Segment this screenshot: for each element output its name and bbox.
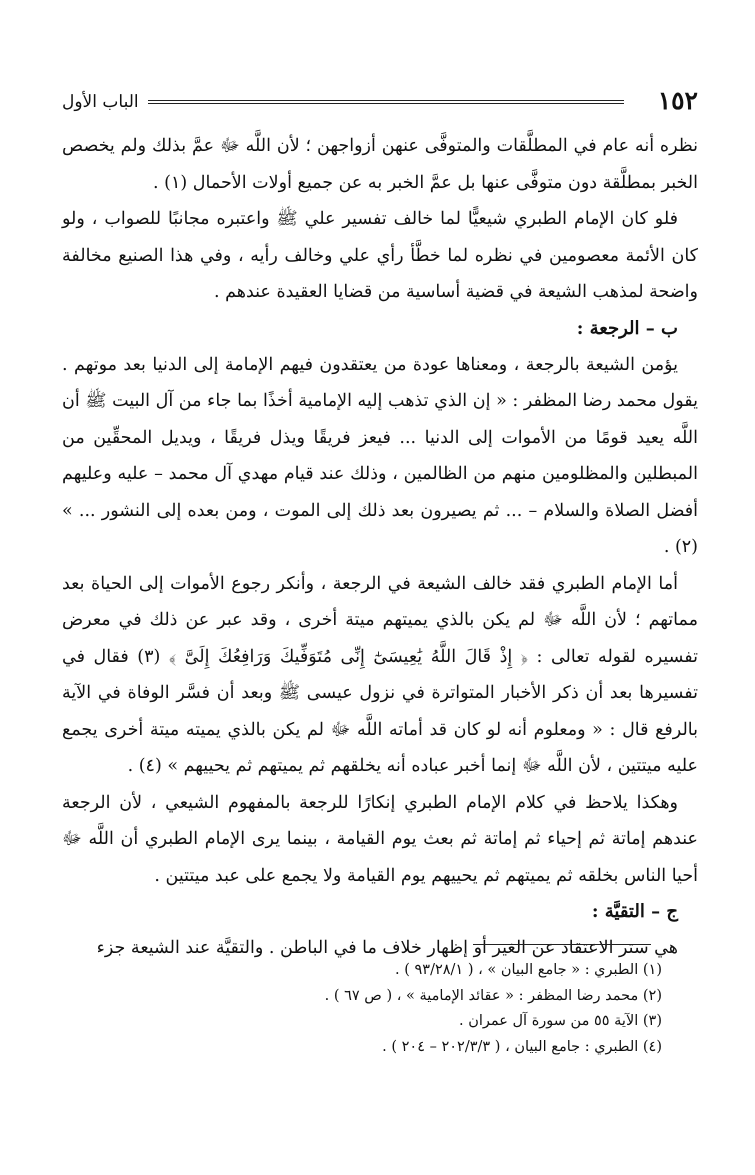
footnote-2: (٢) محمد رضا المظفر : « عقائد الإمامية » ، ( ص ٦٧ ) .	[324, 987, 662, 1004]
footnote-separator	[473, 944, 651, 945]
paragraph-raja-definition: يؤمن الشيعة بالرجعة ، ومعناها عودة من يعتقدون فيهم الإمامة إلى الدنيا بعد موتهم . يقول محمد رضا المظفر : « إن الذي تذهب إليه الإمامية أخذًا بما جاء من آل البيت ﷺ أن اللَّه يعيد قومًا من الأموات إلى الدنيا ... فيعز فريقًا ويذل فريقًا ، ويديل المحقِّين من المبطلين والمظلومين منهم من الظالمين ، وذلك عند قيام مهدي آل محمد – عليه وعليهم أفضل الصلاة والسلام – ... ثم يصيرون بعد ذلك إلى الموت ، ومن بعده إلى النشور ... » (٢) .	[62, 354, 698, 557]
paragraph-continuation: نظره أنه عام في المطلَّقات والمتوفَّى عنهن أزواجهن ؛ لأن اللَّه ﷻ عمَّ بذلك ولم يخصص الخبر بمطلَّقة دون متوفَّى عنها بل عمَّ الخبر به عن جميع أولات الأحمال (١) .	[62, 136, 698, 193]
footnote-1: (١) الطبري : « جامع البيان » ، ( ٩٣/٢٨/١ ) .	[395, 962, 662, 978]
paragraph-tabari-raja: أما الإمام الطبري فقد خالف الشيعة في الرجعة ، وأنكر رجوع الأموات إلى الحياة بعد مماتهم ؛ لأن اللَّه ﷻ لم يكن بالذي يميتهم ميتة أخرى ، وقد عبر عن ذلك في معرض تفسيره لقوله تعالى : ﴿ إِذْ قَالَ اللَّهُ يَٰعِيسَىٰٓ إِنِّى مُتَوَفِّيكَ وَرَافِعُكَ إِلَىَّ ﴾ (٣) فقال في تفسيرها بعد أن ذكر الأخبار المتواترة في نزول عيسى ﷺ وبعد أن فسَّر الوفاة في الآية بالرفع قال : « ومعلوم أنه لو كان قد أماته اللَّه ﷻ لم يكن بالذي يميته ميتة أخرى يجمع عليه ميتتين ، لأن اللَّه ﷻ إنما أخبر عباده أنه يخلقهم ثم يميتهم ثم يحييهم » (٤) .	[62, 573, 698, 776]
footnotes	[62, 958, 662, 1060]
paragraph-taqiyya: هي ستر الاعتقاد عن الغير أو إظهار خلاف ما في الباطن . والتقيَّة عند الشيعة جزء	[96, 938, 678, 958]
footnote-4: (٤) الطبري : جامع البيان ، ( ٢٠٢/٣/٣ – ٢٠٤ ) .	[382, 1038, 662, 1055]
running-title: الباب الأول	[62, 92, 139, 112]
header-rule	[148, 100, 624, 104]
main-text	[62, 128, 698, 967]
footnote-3: (٣) الآية ٥٥ من سورة آل عمران .	[458, 1013, 662, 1029]
paragraph-tabari-ali: فلو كان الإمام الطبري شيعيًّا لما خالف تفسير علي ﷺ واعتبره مجانبًا للصواب ، ولو كان الأئمة معصومين في نظره لما خطَّأ رأي علي وخالف رأيه ، وفي هذا الصنيع مخالفة واضحة لمذهب الشيعة في قضية أساسية من قضايا العقيدة عندهم .	[62, 209, 698, 302]
paragraph-raja-conclusion: وهكذا يلاحظ في كلام الإمام الطبري إنكارًا للرجعة بالمفهوم الشيعي ، لأن الرجعة عندهم إماتة ثم إحياء ثم إماتة ثم بعث يوم القيامة ، بينما يرى الإمام الطبري أن اللَّه ﷻ أحيا الناس بخلقه ثم يميتهم ثم يحييهم يوم القيامة ولا يجمع على عبد ميتتين .	[62, 792, 698, 886]
page-header	[62, 86, 698, 116]
section-heading-taqiyya: ج – التقيَّة :	[591, 901, 678, 922]
page-number: ١٥٢	[657, 86, 698, 115]
section-heading-raja: ب – الرجعة :	[576, 317, 678, 339]
